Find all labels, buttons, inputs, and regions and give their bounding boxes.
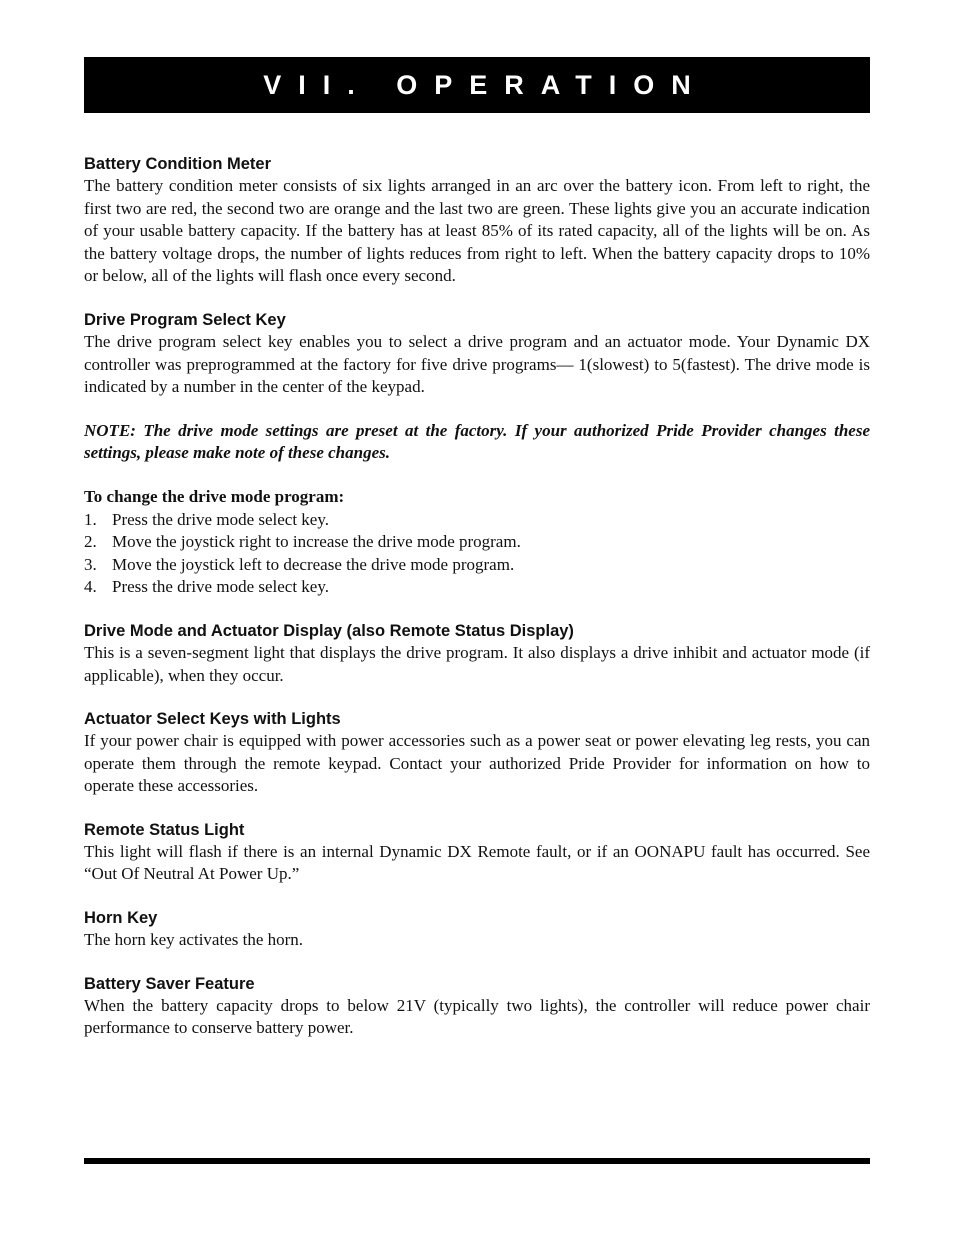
section-heading: Drive Mode and Actuator Display (also Remote Status Display) (84, 621, 574, 640)
drive-mode-note: NOTE: The drive mode settings are preset at the factory. If your authorized Pride Provider changes these settings, please make note of these changes. (84, 420, 870, 463)
section-heading: Actuator Select Keys with Lights (84, 710, 341, 729)
section-battery-saver-feature (84, 973, 870, 1040)
document-content (84, 153, 870, 1040)
section-drive-mode-actuator-display (84, 620, 870, 687)
section-body: The battery condition meter consists of six lights arranged in an arc over the battery icon. From left to right, the first two are red, the second two are orange and the last two are green. These lights give you an accurate indication of your usable battery capacity. If the battery has at least 85% of its rated capacity, all of the lights will be on. As the battery voltage drops, the number of lights reduces from right to left. When the battery capacity drops to 10% or below, all of the lights will flash once every second. (84, 176, 870, 286)
section-heading: Battery Saver Feature (84, 974, 255, 993)
drive-mode-procedure (84, 486, 870, 599)
section-horn-key (84, 907, 870, 952)
section-body: This is a seven-segment light that displays the drive program. It also displays a drive inhibit and actuator mode (if applicable), when they occur. (84, 642, 870, 685)
procedure-steps (84, 509, 870, 599)
step-text: Press the drive mode select key. (112, 577, 329, 597)
document-page (84, 57, 870, 1061)
step-text: Move the joystick left to decrease the drive mode program. (112, 554, 515, 574)
chapter-title-bar (84, 57, 870, 113)
footer-rule (84, 1158, 870, 1164)
section-heading: Horn Key (84, 909, 158, 928)
section-heading: Battery Condition Meter (84, 155, 272, 173)
procedure-title: To change the drive mode program: (84, 486, 345, 506)
section-battery-condition-meter (84, 153, 870, 288)
step-number: 4. (84, 577, 97, 597)
step-number: 3. (84, 554, 97, 574)
section-body: The horn key activates the horn. (84, 930, 304, 950)
section-body: This light will flash if there is an internal Dynamic DX Remote fault, or if an OONAPU fault has occurred. See “Out Of Neutral At Power Up.” (84, 841, 870, 884)
step-text: Move the joystick right to increase the drive mode program. (112, 532, 521, 552)
list-item (84, 576, 870, 599)
section-drive-program-select-key (84, 309, 870, 399)
section-body: The drive program select key enables you to select a drive program and an actuator mode. Your Dynamic DX controller was preprogrammed at the factory for five drive programs— 1(slowest) to 5(fastest). The drive mode is indicated by a number in the center of the keypad. (84, 331, 870, 397)
section-body: When the battery capacity drops to below 21V (typically two lights), the controller will reduce power chair performance to conserve battery power. (84, 995, 870, 1038)
section-heading: Remote Status Light (84, 820, 245, 839)
section-actuator-select-keys (84, 708, 870, 798)
list-item (84, 554, 870, 577)
section-remote-status-light (84, 819, 870, 886)
list-item (84, 531, 870, 554)
step-text: Press the drive mode select key. (112, 509, 329, 529)
chapter-title: VII. OPERATION (263, 69, 708, 100)
list-item (84, 509, 870, 532)
section-body: If your power chair is equipped with power accessories such as a power seat or power elevating leg rests, you can operate them through the remote keypad. Contact your authorized Pride Provider for information on how to operate these accessories. (84, 731, 870, 796)
section-heading: Drive Program Select Key (84, 310, 286, 329)
step-number: 1. (84, 509, 97, 529)
step-number: 2. (84, 532, 97, 552)
